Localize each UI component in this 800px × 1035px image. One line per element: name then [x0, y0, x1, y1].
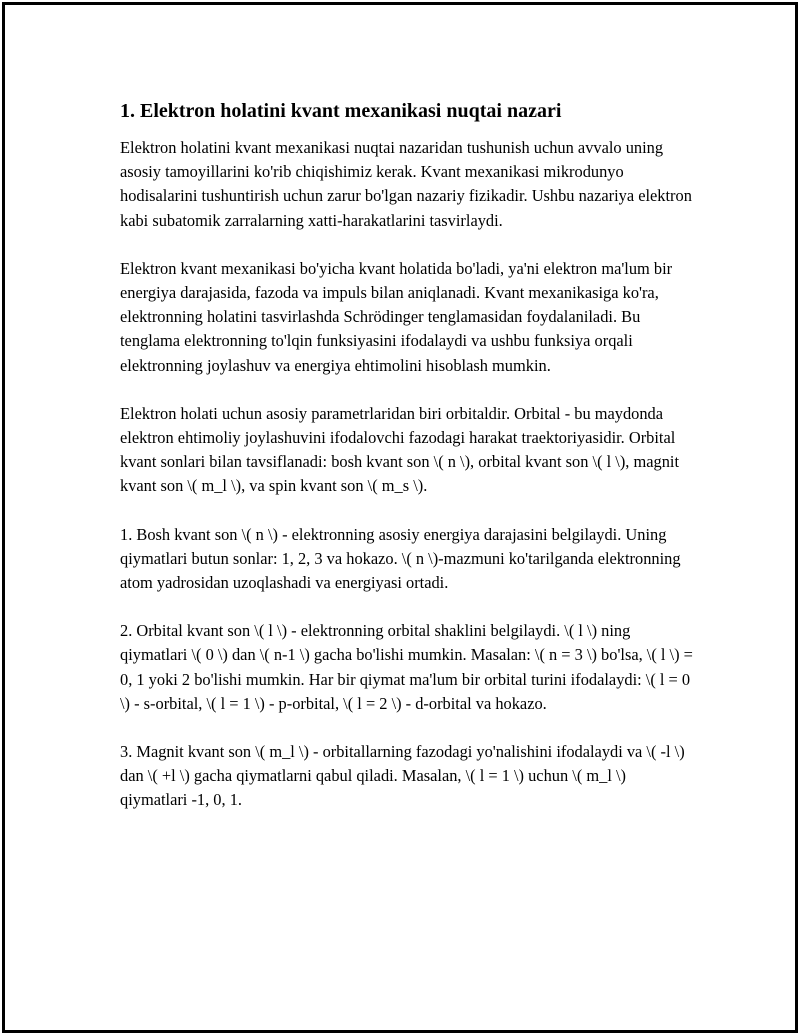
paragraph-principal-number: 1. Bosh kvant son \( n \) - elektronning asosiy energiya darajasini belgilaydi. Uning qiymatlari butun sonlar: 1, 2, 3 va hokazo. \( n \)-mazmuni ko'tarilganda elektronning atom yadrosidan uzoqlashadi va energiyasi ortadi. [120, 524, 681, 593]
paragraph-quantum-state: Elektron kvant mexanikasi bo'yicha kvant holatida bo'ladi, ya'ni elektron ma'lum bir energiya darajasida, fazoda va impuls bilan aniqlanadi. Kvant mexanikasiga ko'ra, elektronning holatini tasvirlashda Schrödinger tenglamasidan foydalaniladi. Bu tenglama elektronning to'lqin funksiyasini ifodalaydi va ushbu funksiya orqali elektronning joylashuv va energiya ehtimolini hisoblash mumkin. [120, 258, 673, 375]
page-frame [2, 2, 798, 1033]
section-heading: 1. Elektron holatini kvant mexanikasi nuqtai nazari [120, 100, 562, 122]
paragraph-orbital-number: 2. Orbital kvant son \( l \) - elektronning orbital shaklini belgilaydi. \( l \) ning qiymatlari \( 0 \) dan \( n-1 \) gacha bo'lishi mumkin. Masalan: \( n = 3 \) bo'lsa, \( l \) = 0, 1 yoki 2 bo'lishi mumkin. Har bir qiymat ma'lum bir orbital turini ifodalaydi: \( l = 0 \) - s-orbital, \( l = 1 \) - p-orbital, \( l = 2 \) - d-orbital va hokazo. [120, 621, 693, 713]
paragraph-orbital: Elektron holati uchun asosiy parametrlaridan biri orbitaldir. Orbital - bu maydonda elektron ehtimoliy joylashuvini ifodalovchi fazodagi harakat traektoriyasidir. Orbital kvant sonlari bilan tavsiflanadi: bosh kvant son \( n \), orbital kvant son \( l \), magnit kvant son \( m_l \), va spin kvant son \( m_s \). [120, 403, 680, 496]
paragraph-intro: Elektron holatini kvant mexanikasi nuqtai nazaridan tushunish uchun avvalo uning asosiy tamoyillarini ko'rib chiqishimiz kerak. Kvant mexanikasi mikrodunyo hodisalarini tushuntirish uchun zarur bo'lgan nazariy fizikadir. Ushbu nazariya elektron kabi subatomik zarralarning xatti-harakatlarini tasvirlaydi. [120, 138, 692, 230]
document-body [120, 98, 695, 837]
paragraph-magnetic-number: 3. Magnit kvant son \( m_l \) - orbitallarning fazodagi yo'nalishini ifodalaydi va \( -l \) dan \( +l \) gacha qiymatlarni qabul qiladi. Masalan, \( l = 1 \) uchun \( m_l \) qiymatlari -1, 0, 1. [120, 742, 685, 810]
